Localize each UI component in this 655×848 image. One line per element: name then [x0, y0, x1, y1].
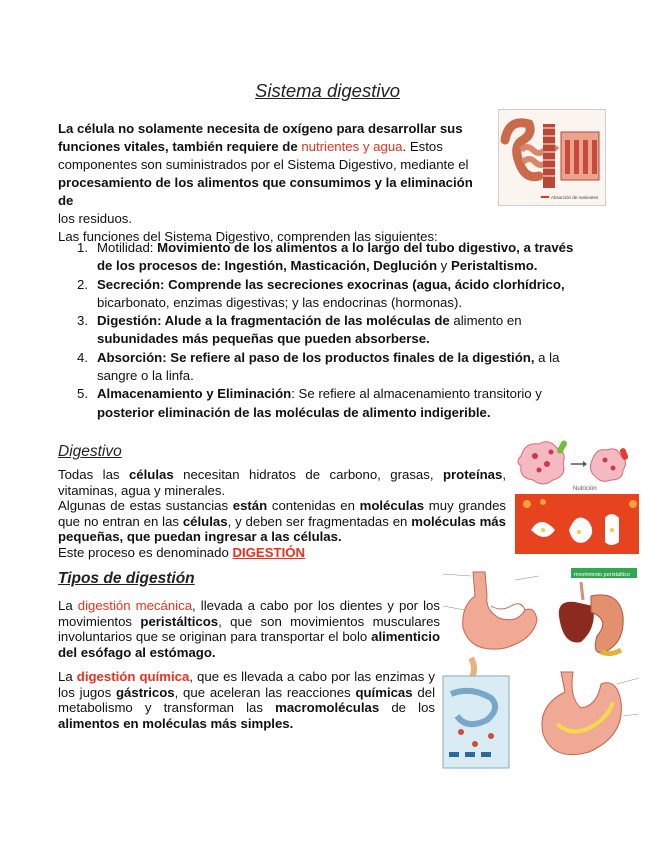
item-text: : Se refiere al paso de los productos finales de la digestión, [162, 349, 539, 365]
text: Este proceso es denominado [58, 544, 233, 560]
digestivo-p1 [58, 467, 506, 498]
highlight-chemical: digestión química [76, 669, 190, 684]
item-text: a la sangre o la linfa. [97, 349, 560, 384]
intro-paragraph [58, 120, 488, 246]
intestine-caption: Absorción de nutrientes [551, 195, 599, 200]
section-heading-digestivo: Digestivo [58, 443, 122, 460]
highlight-nutrients: nutrientes y agua [301, 139, 403, 154]
text: gástricos [115, 684, 175, 700]
highlight-mechanical: digestión mecánica [77, 598, 193, 613]
item-text: : Alude a la fragmentación de las moléculas de [157, 313, 450, 329]
list-item [72, 276, 592, 313]
text: químicas [355, 684, 413, 700]
item-term: Secreción: [97, 276, 169, 292]
item-number: 4. [77, 349, 88, 365]
list-item [72, 239, 592, 276]
text: , que es llevada a cabo por las enzimas y los jugos [58, 669, 435, 700]
intro-line-5: los residuos. [58, 211, 133, 226]
text: muy grandes que no entran en las [58, 498, 506, 529]
item-term: Digestión [97, 313, 158, 329]
chemical-digestion-paragraph [58, 669, 435, 731]
section-heading-tipos: Tipos de digestión [58, 570, 195, 587]
intro-text: funciones vitales, también requiere de [58, 139, 302, 154]
nutrition-label: Nutrición [573, 486, 597, 492]
intro-line-6: Las funciones del Sistema Digestivo, comprenden las siguientes: [58, 229, 438, 244]
text: contenidas en [267, 498, 360, 514]
list-item [72, 312, 592, 349]
item-text: alimento en [449, 313, 522, 329]
text: , y deben ser fragmentadas en [227, 513, 412, 529]
text: moléculas [359, 498, 425, 514]
item-number: 1. [77, 240, 88, 255]
item-text: Peristaltismo. [450, 258, 538, 274]
text: moléculas más pequeñas, que puedan ingresar a las células. [58, 513, 506, 545]
list-item [72, 385, 592, 422]
stomach-figures [441, 566, 641, 770]
text: , llevada a cabo por los dientes y por los movimientos [58, 598, 440, 629]
item-text: bicarbonato, enzimas digestivas; y las endocrinas (hormonas). [97, 294, 463, 310]
item-number: 2. [77, 276, 88, 292]
highlight-digestion: DIGESTIÓN [232, 544, 306, 560]
text: células [128, 467, 174, 482]
item-text: subunidades más pequeñas que pueden absorberse. [97, 331, 430, 347]
page-title: Sistema digestivo [255, 80, 400, 101]
item-number: 5. [77, 386, 88, 402]
text: están [232, 498, 268, 514]
intestine-illustration [499, 110, 605, 205]
item-term: Almacenamiento y Eliminación [97, 386, 292, 402]
item-text: posterior eliminación de las moléculas de alimento indigerible. [97, 404, 491, 420]
item-text: Comprende las secreciones exocrinas (agua, ácido clorhídrico, [168, 276, 565, 292]
digestivo-p3 [58, 545, 506, 561]
text: Algunas de estas sustancias [58, 498, 233, 514]
text: necesitan hidratos de carbono, grasas, [173, 467, 443, 482]
text: , que son movimientos musculares involuntarios que se originan para transportar el bolo [58, 613, 441, 645]
item-number: 3. [77, 313, 88, 329]
intestine-figure [498, 109, 606, 206]
text: proteínas [442, 467, 503, 482]
item-text: : Se refiere al almacenamiento transitorio y [291, 386, 542, 402]
item-text: Movimiento de los alimentos a lo largo del tubo digestivo, a través de los procesos de: Ingestión, Masticación, Deglución [97, 240, 574, 274]
text: macromoléculas [275, 700, 380, 716]
text: alimentos en moléculas más simples. [58, 715, 294, 731]
text: La [58, 598, 78, 613]
digestivo-p2 [58, 498, 506, 545]
intro-line-3: componentes son suministrados por el Sistema Digestivo, mediante el [58, 157, 469, 172]
text: peristálticos [140, 613, 219, 629]
list-item [72, 349, 592, 386]
functions-list [72, 239, 592, 422]
text: , vitaminas, agua y minerales. [58, 467, 507, 498]
stomach-illustration [441, 566, 641, 770]
intro-line-4: procesamiento de los alimentos que consumimos y la eliminación de [58, 175, 473, 208]
intro-text: . Estos [402, 139, 443, 154]
digestivo-paragraph [58, 467, 506, 561]
item-term: Absorción [97, 349, 163, 365]
mechanical-digestion-paragraph [58, 598, 440, 660]
text: células [182, 513, 228, 529]
text: , que aceleran las reacciones [174, 684, 356, 700]
stomach-tag: movimiento peristaltico [574, 572, 630, 578]
intro-line-1: La célula no solamente necesita de oxígeno para desarrollar sus [58, 121, 463, 136]
item-text: y [437, 258, 451, 274]
text: del metabolismo y transforman las [58, 684, 435, 716]
nutrition-figure [513, 434, 641, 556]
intro-line-2 [58, 138, 488, 156]
item-term: Motilidad: [97, 240, 158, 255]
text: Todas las [58, 467, 129, 482]
text: alimenticio del esófago al estómago. [58, 629, 440, 660]
text: de los [379, 700, 435, 716]
text: La [58, 669, 77, 684]
nutrition-illustration [513, 434, 641, 556]
